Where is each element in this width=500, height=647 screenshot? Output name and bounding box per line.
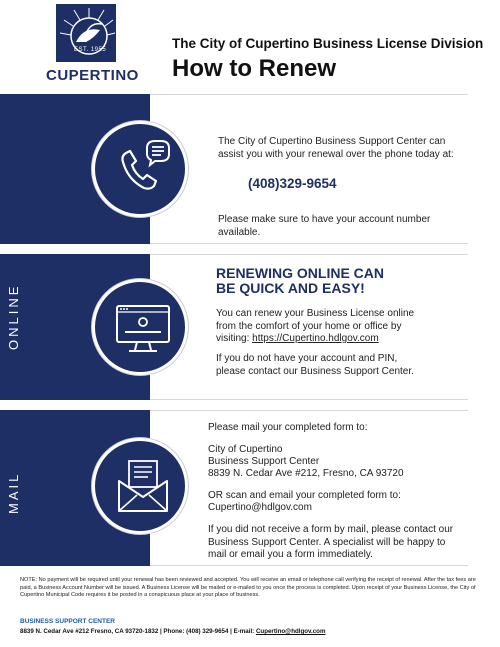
mail-label: MAIL: [6, 471, 21, 514]
mail-address-2: Business Support Center: [208, 456, 320, 467]
computer-icon-circle: [92, 279, 188, 375]
online-body-2: If you do not have your account and PIN, please contact our Business Support Center.: [216, 353, 414, 377]
seal-text: EST. 1955: [74, 47, 107, 53]
band-accent: [0, 94, 32, 244]
online-headline-2: BE QUICK AND EASY!: [216, 280, 365, 296]
header-subtitle: The City of Cupertino Business License Division: [172, 36, 484, 51]
page-title: How to Renew: [172, 55, 337, 82]
online-body-text: You can renew your Business License online from the comfort of your home or office by visiting:: [216, 308, 415, 344]
phone-note: Please make sure to have your account number available.: [218, 214, 431, 238]
mail-email-intro: OR scan and email your completed form to:: [208, 490, 401, 501]
mail-address-3: 8839 N. Cedar Ave #212, Fresno, CA 93720: [208, 468, 404, 479]
online-band: [0, 254, 500, 400]
renewal-link[interactable]: https://Cupertino.hdlgov.com: [252, 333, 379, 344]
online-body: [216, 308, 416, 346]
envelope-icon-circle: [92, 438, 188, 534]
cupertino-seal: [56, 4, 116, 62]
phone-band: [0, 94, 500, 244]
footer-email-link[interactable]: Cupertino@hdlgov.com: [255, 628, 326, 635]
phone-number: (408)329-9654: [248, 176, 337, 191]
phone-chat-icon: [95, 124, 191, 220]
computer-icon: [95, 282, 191, 378]
footer-address-phone: 8839 N. Cedar Ave #212 Fresno, CA 93720-1832 | Phone: (408) 329-9654 | E-mail:: [20, 628, 256, 635]
online-headline-1: RENEWING ONLINE CAN: [216, 265, 384, 281]
footer-name: BUSINESS SUPPORT CENTER: [20, 618, 115, 625]
phone-intro: The City of Cupertino Business Support Center can assist you with your renewal over the phone today at:: [218, 136, 454, 160]
mail-email[interactable]: Cupertino@hdlgov.com: [208, 502, 312, 513]
mail-address-1: City of Cupertino: [208, 444, 283, 455]
renewal-note: NOTE: No payment will be required until your renewal has been reviewed and accepted. You will receive an email or telephone call verifying the receipt of renewal. After the tax fees are paid, a Business Account Number will be issued. A Business License will be mailed or e-mailed to you once the process is completed. Upon receipt of your Business License, the City of Cupertino Municipal Code requires it be posted in a conspicuous place at your place of business.: [20, 577, 476, 598]
envelope-icon: [95, 441, 191, 537]
mail-instruction: Please mail your completed form to:: [208, 422, 368, 433]
phone-icon-circle: [92, 121, 188, 217]
mail-band: [0, 410, 500, 566]
logo-name: CUPERTINO: [46, 67, 139, 84]
cupertino-logo: [46, 4, 139, 84]
online-label: ONLINE: [6, 283, 21, 350]
mail-closing: If you did not receive a form by mail, please contact our Business Support Center. A specialist will be happy to mail or email you a form immediately.: [208, 524, 454, 560]
footer-contact: [20, 628, 325, 635]
